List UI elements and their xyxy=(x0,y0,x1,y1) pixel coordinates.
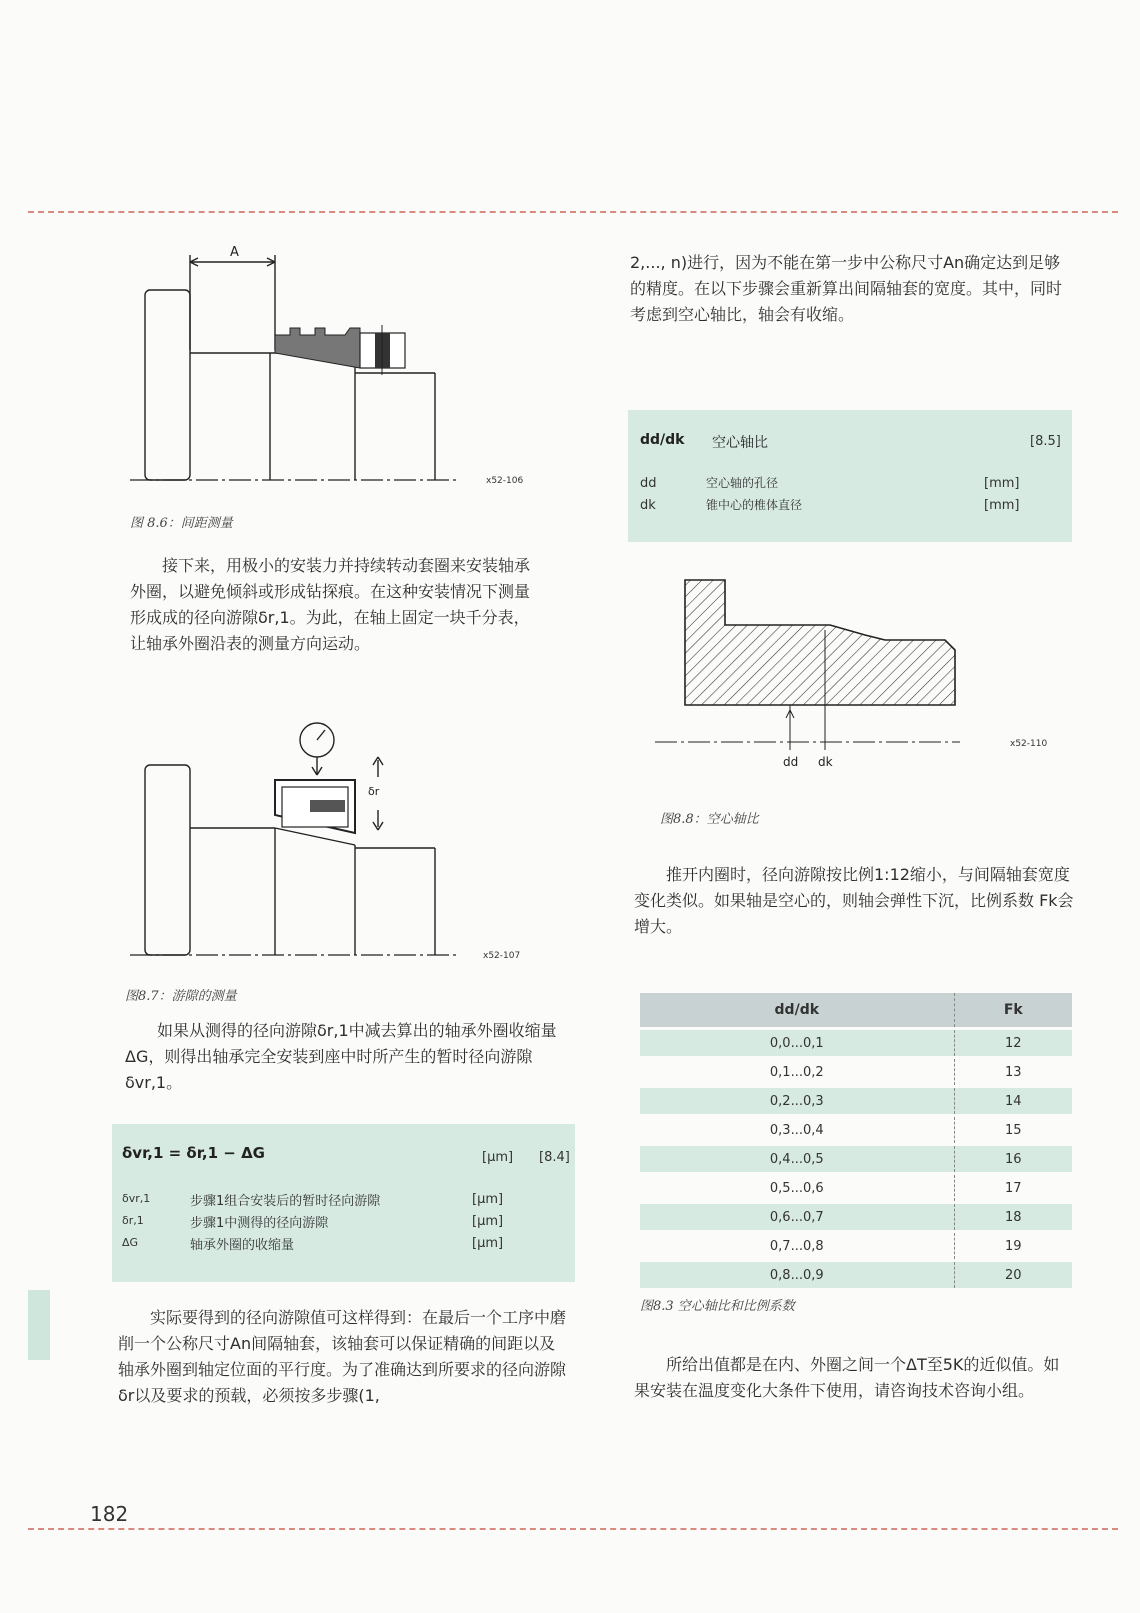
paragraph-3: 实际要得到的径向游隙值可这样得到：在最后一个工序中磨削一个公称尺寸An间隔轴套，该轴套可以保证精确的间距以及轴承外圈到轴定位面的平行度。为了准确达到所要求的径向游隙δr以及要求的预载，必须按多步骤(1, xyxy=(118,1308,567,1405)
formula-8-5-number: [8.5] xyxy=(1030,434,1061,449)
formula-8-4-unit: [µm] xyxy=(482,1150,514,1165)
fig86-caption: 图 8.6：间距测量 xyxy=(130,516,233,531)
formula-8-4-sym-3: ΔG xyxy=(122,1236,139,1249)
table-row xyxy=(640,1146,1072,1172)
fig88-caption: 图8.8：空心轴比 xyxy=(660,812,759,827)
formula-8-4-sym-2: δr,1 xyxy=(122,1214,144,1227)
fig86-code: x52-106 xyxy=(486,476,524,486)
table-cell-factor: 19 xyxy=(1005,1238,1022,1254)
table-row xyxy=(640,1030,1072,1056)
bottom-dashed-rule xyxy=(28,1528,1118,1530)
formula-8-4-box xyxy=(112,1124,575,1282)
table-cell-factor: 15 xyxy=(1005,1122,1022,1138)
figure-8-7-clearance-measurement xyxy=(110,715,530,975)
formula-8-5-unit-1: [mm] xyxy=(984,476,1020,491)
paragraph-right-1: 2,..., n)进行，因为不能在第一步中公称尺寸An确定达到足够的精度。在以下步骤会重新算出间隔轴套的宽度。其中，同时考虑到空心轴比，轴会有收缩。 xyxy=(630,253,1063,324)
table-header-factor: Fk xyxy=(955,993,1072,1027)
formula-8-5-sym-2: dk xyxy=(640,498,656,513)
formula-8-5-desc-1: 空心轴的孔径 xyxy=(706,476,779,490)
paragraph-1: 接下来，用极小的安装力并持续转动套圈来安装轴承外圈，以避免倾斜或形成钻探痕。在这种安装情况下测量形成成的径向游隙δr,1。为此，在轴上固定一块千分表，让轴承外圈沿表的测量方向运动。 xyxy=(130,556,531,653)
formula-8-4-unit-1: [µm] xyxy=(472,1192,504,1207)
table-cell-ratio: 0,6...0,7 xyxy=(640,1204,954,1230)
formula-8-5-symbol: dd/dk xyxy=(640,432,685,448)
table-header-ratio: dd/dk xyxy=(640,993,954,1027)
fig88-label-dd: dd xyxy=(783,755,799,769)
formula-8-4-desc-3: 轴承外圈的收缩量 xyxy=(190,1238,295,1253)
table-cell-ratio: 0,1...0,2 xyxy=(769,1064,824,1080)
fig86-label-a: A xyxy=(230,245,239,260)
table-header-row xyxy=(640,993,1072,1027)
formula-8-4-expression: δvr,1 = δr,1 − ΔG xyxy=(122,1144,265,1162)
table-cell-ratio: 0,7...0,8 xyxy=(769,1238,824,1254)
table-hollow-shaft-factor xyxy=(640,990,1072,1291)
fig88-label-dk: dk xyxy=(818,755,833,769)
table-row xyxy=(640,1088,1072,1114)
table-cell-factor: 20 xyxy=(955,1262,1072,1288)
table-cell-factor: 14 xyxy=(955,1088,1072,1114)
formula-8-5-box xyxy=(628,410,1072,542)
paragraph-2: 如果从测得的径向游隙δr,1中减去算出的轴承外圈收缩量ΔG，则得出轴承完全安装到座中时所产生的暂时径向游隙δvr,1。 xyxy=(125,1021,557,1092)
fig88-code: x52-110 xyxy=(1010,739,1048,749)
top-dashed-rule xyxy=(28,211,1118,213)
table-cell-ratio: 0,0...0,1 xyxy=(640,1030,954,1056)
formula-8-4-number: [8.4] xyxy=(539,1150,570,1165)
table-cell-ratio: 0,4...0,5 xyxy=(640,1146,954,1172)
formula-8-5-desc-2: 锥中心的椎体直径 xyxy=(706,498,803,512)
fig87-code: x52-107 xyxy=(483,951,521,961)
table-row xyxy=(640,1262,1072,1288)
table-row xyxy=(640,1204,1072,1230)
paragraph-right-2: 推开内圈时，径向游隙按比例1:12缩小，与间隔轴套宽度变化类似。如果轴是空心的，则轴会弹性下沉，比例系数 Fk会增大。 xyxy=(634,865,1074,936)
table-row xyxy=(640,1233,1072,1259)
table-row xyxy=(640,1059,1072,1085)
table-row xyxy=(640,1175,1072,1201)
formula-8-4-desc-1: 步骤1组合安装后的暂时径向游隙 xyxy=(190,1194,381,1209)
formula-8-5-title: 空心轴比 xyxy=(712,435,768,451)
figure-8-6-spacing-measurement xyxy=(110,240,530,500)
fig87-label-delta: δr xyxy=(368,785,380,798)
table-cell-factor: 13 xyxy=(1005,1064,1022,1080)
fig87-caption: 图8.7：游隙的测量 xyxy=(125,989,237,1004)
table-cell-factor: 12 xyxy=(955,1030,1072,1056)
figure-8-8-hollow-shaft-ratio xyxy=(655,570,1075,795)
table-cell-factor: 18 xyxy=(955,1204,1072,1230)
page-number: 182 xyxy=(90,1502,129,1526)
formula-8-4-desc-2: 步骤1中测得的径向游隙 xyxy=(190,1216,329,1231)
paragraph-right-3: 所给出值都是在内、外圈之间一个ΔT至5K的近似值。如果安装在温度变化大条件下使用，请咨询技术咨询小组。 xyxy=(634,1355,1060,1400)
formula-8-5-unit-2: [mm] xyxy=(984,498,1020,513)
table-row xyxy=(640,1117,1072,1143)
formula-8-4-unit-3: [µm] xyxy=(472,1236,504,1251)
formula-8-4-sym-1: δvr,1 xyxy=(122,1192,151,1205)
table-cell-ratio: 0,2...0,3 xyxy=(640,1088,954,1114)
side-tab-marker xyxy=(28,1290,50,1360)
table-cell-ratio: 0,5...0,6 xyxy=(769,1180,824,1196)
formula-8-5-sym-1: dd xyxy=(640,476,657,491)
table-cell-ratio: 0,3...0,4 xyxy=(769,1122,824,1138)
table-cell-ratio: 0,8...0,9 xyxy=(640,1262,954,1288)
formula-8-4-unit-2: [µm] xyxy=(472,1214,504,1229)
table-cell-factor: 17 xyxy=(1005,1180,1022,1196)
table-cell-factor: 16 xyxy=(955,1146,1072,1172)
table83-caption: 图8.3 空心轴比和比例系数 xyxy=(640,1299,795,1314)
